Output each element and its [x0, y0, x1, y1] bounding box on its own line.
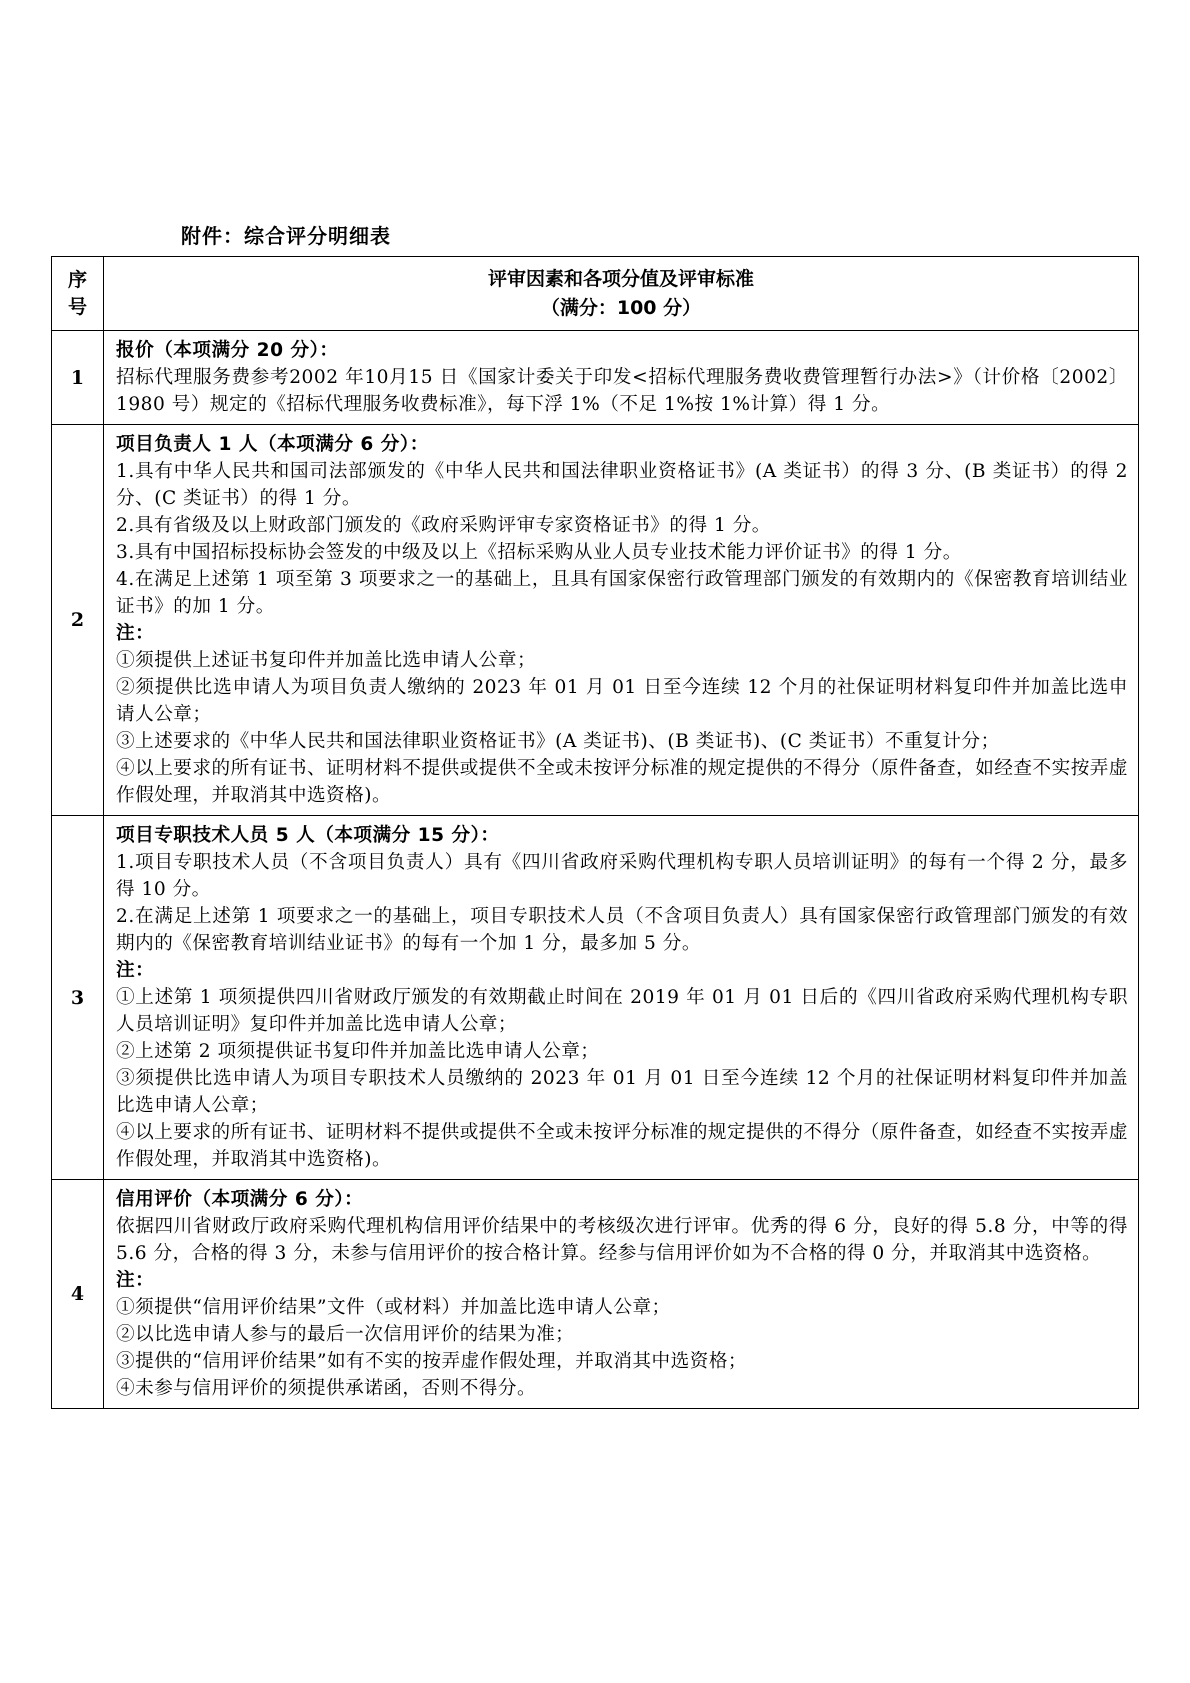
header-serial-line1: 序: [67, 268, 87, 291]
scoring-table: [51, 256, 1139, 1409]
note-item: ①上述第 1 项须提供四川省财政厅颁发的有效期截止时间在 2019 年 01 月 01 日后的《四川省政府采购代理机构专职人员培训证明》复印件并加盖比选申请人公章；: [116, 987, 1128, 1035]
criteria-item: 1.具有中华人民共和国司法部颁发的《中华人民共和国法律职业资格证书》(A 类证书）的得 3 分、(B 类证书）的得 2 分、(C 类证书）的得 1 分。: [116, 461, 1128, 509]
header-serial-line2: 号: [67, 295, 87, 318]
table-row: [52, 331, 1139, 425]
table-row: [52, 425, 1139, 816]
header-criteria: [104, 257, 1139, 331]
table-header-row: [52, 257, 1139, 331]
note-item: ②以比选申请人参与的最后一次信用评价的结果为准；: [116, 1324, 575, 1345]
row-criteria-content: [104, 1180, 1139, 1409]
table-row: [52, 816, 1139, 1180]
criteria-title: 项目负责人 1 人（本项满分 6 分）：: [116, 434, 429, 455]
row-criteria-content: [104, 816, 1139, 1180]
note-item: ③提供的“信用评价结果”如有不实的按弄虚作假处理，并取消其中选资格；: [116, 1351, 748, 1372]
criteria-title: 报价（本项满分 20 分）：: [116, 340, 339, 361]
criteria-item: 依据四川省财政厅政府采购代理机构信用评价结果中的考核级次进行评审。优秀的得 6 分，良好的得 5.8 分，中等的得 5.6 分，合格的得 3 分，未参与信用评价的按合格计算。经参与信用评价如为不合格的得 0 分，并取消其中选资格。: [116, 1216, 1128, 1264]
note-item: ②上述第 2 项须提供证书复印件并加盖比选申请人公章；: [116, 1041, 600, 1062]
criteria-item: 2.在满足上述第 1 项要求之一的基础上，项目专职技术人员（不含项目负责人）具有国家保密行政管理部门颁发的有效期内的《保密教育培训结业证书》的每有一个加 1 分，最多加 5 分。: [116, 906, 1128, 954]
note-item: ④以上要求的所有证书、证明材料不提供或提供不全或未按评分标准的规定提供的不得分（原件备查，如经查不实按弄虚作假处理，并取消其中选资格)。: [116, 1122, 1128, 1170]
note-label: 注：: [116, 960, 155, 981]
row-serial-number: 1: [52, 331, 104, 425]
note-item: ①须提供上述证书复印件并加盖比选申请人公章；: [116, 650, 537, 671]
note-item: ④以上要求的所有证书、证明材料不提供或提供不全或未按评分标准的规定提供的不得分（原件备查，如经查不实按弄虚作假处理，并取消其中选资格)。: [116, 758, 1128, 806]
table-body: [52, 331, 1139, 1409]
header-criteria-title: 评审因素和各项分值及评审标准: [487, 267, 754, 290]
criteria-title: 信用评价（本项满分 6 分）：: [116, 1189, 364, 1210]
criteria-item: 1.项目专职技术人员（不含项目负责人）具有《四川省政府采购代理机构专职人员培训证明》的每有一个得 2 分，最多得 10 分。: [116, 852, 1128, 900]
note-item: ④未参与信用评价的须提供承诺函，否则不得分。: [116, 1378, 537, 1399]
note-item: ①须提供“信用评价结果”文件（或材料）并加盖比选申请人公章；: [116, 1297, 671, 1318]
row-criteria-content: [104, 331, 1139, 425]
header-full-score: （满分：100 分）: [540, 296, 702, 319]
note-item: ③须提供比选申请人为项目专职技术人员缴纳的 2023 年 01 月 01 日至今连续 12 个月的社保证明材料复印件并加盖比选申请人公章；: [116, 1068, 1128, 1116]
page-heading: 附件：综合评分明细表: [181, 224, 391, 248]
criteria-item: 2.具有省级及以上财政部门颁发的《政府采购评审专家资格证书》的得 1 分。: [116, 515, 771, 536]
table-row: [52, 1180, 1139, 1409]
note-item: ③上述要求的《中华人民共和国法律职业资格证书》(A 类证书)、(B 类证书)、(C 类证书）不重复计分；: [116, 731, 1000, 752]
criteria-item: 4.在满足上述第 1 项至第 3 项要求之一的基础上，且具有国家保密行政管理部门颁发的有效期内的《保密教育培训结业证书》的加 1 分。: [116, 569, 1128, 617]
row-serial-number: 2: [52, 425, 104, 816]
note-label: 注：: [116, 1270, 155, 1291]
row-criteria-content: [104, 425, 1139, 816]
criteria-item: 3.具有中国招标投标协会签发的中级及以上《招标采购从业人员专业技术能力评价证书》的得 1 分。: [116, 542, 962, 563]
note-label: 注：: [116, 623, 155, 644]
row-serial-number: 4: [52, 1180, 104, 1409]
row-serial-number: 3: [52, 816, 104, 1180]
note-item: ②须提供比选申请人为项目负责人缴纳的 2023 年 01 月 01 日至今连续 12 个月的社保证明材料复印件并加盖比选申请人公章；: [116, 677, 1128, 725]
criteria-item: 招标代理服务费参考2002 年10月15 日《国家计委关于印发<招标代理服务费收费管理暂行办法>》（计价格〔2002〕1980 号）规定的《招标代理服务收费标准》，每下浮 1%（不足 1%按 1%计算）得 1 分。: [116, 367, 1128, 415]
criteria-title: 项目专职技术人员 5 人（本项满分 15 分）：: [116, 825, 500, 846]
header-serial-number: [52, 257, 104, 331]
